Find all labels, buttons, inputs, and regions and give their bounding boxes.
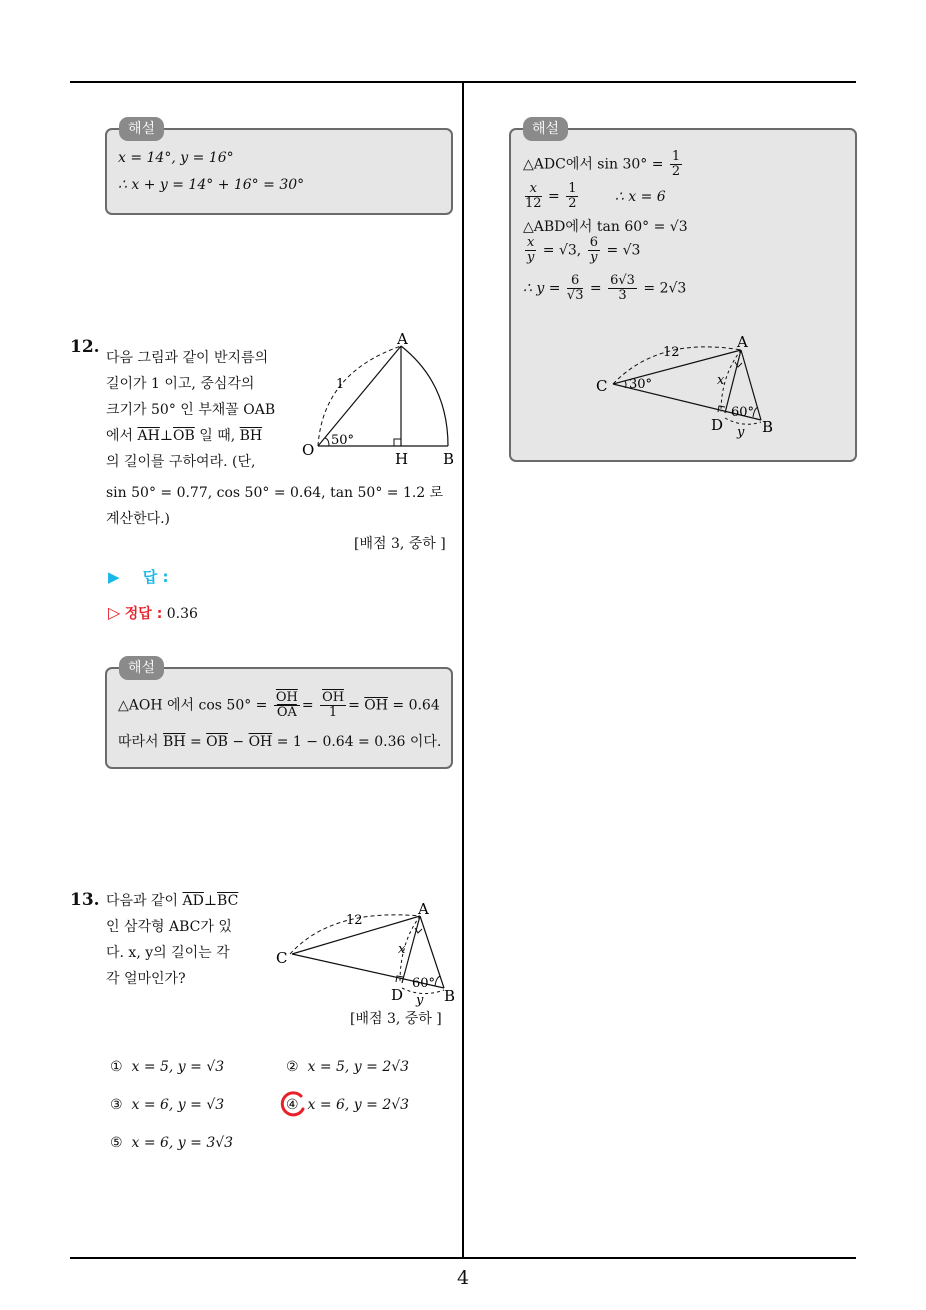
choice-2[interactable]: ② x = 5, y = 2√3 [286,1059,410,1075]
bottom-rule [70,1257,856,1259]
altitude-ad [725,350,741,413]
correct-label: 정답 : [124,606,163,622]
explanation-tag-11: 해설 [119,117,164,141]
perp-symbol: ⊥ [159,428,174,444]
label-A: A [397,330,408,348]
angle-arc-b [435,976,440,986]
q12-line1: 다음 그림과 같이 반지름의 [106,350,269,366]
explanation-box-12 [105,667,453,769]
q13-score: [배점 3, 중하 ] [350,1011,442,1027]
play-icon: ▶ [108,568,120,586]
selected-choice-circle [277,1090,307,1120]
q12-given-values: sin 50° = 0.77, cos 50° = 0.64, tan 50° = 1.2 로 [106,485,444,501]
right-angle-mark [394,439,401,446]
exp12-line2: 따라서 $\overline{BH} = \overline{OB} - \overline{OH} = 1 - 0.64 = 0.36$ 이다. [118,734,442,750]
sector-arc [401,346,448,446]
column-divider [462,82,464,1258]
exp11-line1: x = 14°, y = 16° [118,150,234,166]
label-C: C [596,377,608,395]
exp12-line1: △AOH 에서 cos 50° = $\frac{\overline{OH}}{OA}$ = $\frac{\overline{OH}}{1}$ = $\overline{OH} = 0.64$ [118,690,440,720]
q13-line2: 인 삼각형 ABC가 있 [106,919,232,935]
question-number-13: 13. [70,890,100,910]
label-O: O [302,441,315,459]
q12-line4-pre: 에서 [106,428,134,444]
angle-mark-a [735,362,742,367]
exp13-line1: △ADC에서 sin 30° = $\frac{1}{2}$ [523,149,681,179]
segment-bh: $\overline{BH}$ [239,428,263,444]
angle-arc-c [625,381,626,388]
label-H: H [395,450,409,468]
q13-line1: 다음과 같이 $\overline{AD}\perp\overline{BC}$ [106,893,239,909]
label-radius: 1 [336,377,345,392]
label-60: 60° [731,405,755,420]
label-x: x [398,942,406,957]
q12-line2: 길이가 1 이고, 중심각의 [106,376,255,392]
q13-line3: 다. x, y의 길이는 각 [106,945,230,961]
label-60: 60° [412,976,436,991]
choice-5[interactable]: ⑤ x = 6, y = 3√3 [110,1135,234,1151]
q12-given-values-2: 계산한다.) [106,511,171,527]
explanation-tag-13: 해설 [523,117,568,141]
angle-arc [325,438,329,446]
frac-oh-1: $\frac{\overline{OH}}{1}$ [322,690,345,720]
label-D: D [391,986,404,1004]
label-30: 30° [629,377,653,392]
explanation-box-13 [509,128,857,462]
q13-line4: 각 얼마인가? [106,971,186,987]
exp13-line3: △ABD에서 tan 60° = √3 [523,219,688,235]
label-A: A [737,333,748,351]
answer-row [108,566,169,587]
choice-1[interactable]: ① x = 5, y = √3 [110,1059,225,1075]
label-angle-50: 50° [331,433,355,448]
correct-value: 0.36 [166,606,198,622]
frac-oh-oa: $\frac{\overline{OH}}{OA}$ [275,690,298,720]
exp13-line4: $\frac{x}{y}$ = √3, $\frac{6}{y}$ = √3 [526,235,641,265]
q12-line3: 크기가 50° 인 부채꼴 OAB [106,402,276,418]
play-outline-icon: ▷ [108,603,121,622]
segment-ah: $\overline{AH}$ [137,428,160,444]
label-C: C [276,949,288,967]
label-B: B [444,987,456,1005]
exp11-line2: ∴ x + y = 14° + 16° = 30° [118,177,305,193]
q12-score: [배점 3, 중하 ] [354,536,446,552]
label-B: B [762,418,774,436]
question-number-12: 12. [70,337,100,357]
explanation-box-11 [105,128,453,215]
correct-answer-row [108,603,198,623]
triangle-figure-q13 [272,898,462,1008]
choice-3[interactable]: ③ x = 6, y = √3 [110,1097,225,1113]
q12-ildae: 일 때, [194,428,240,444]
label-y: y [416,993,424,1008]
segment-oa [318,346,401,446]
sector-figure [298,328,462,468]
page-number: 4 [457,1267,470,1289]
choice-4[interactable]: ④ x = 6, y = 2√3 [286,1097,410,1113]
segment-ob: $\overline{OB}$ [173,428,195,444]
label-A: A [418,900,429,918]
exp13-line5: ∴ y = $\frac{6}{√3}$ = $\frac{6√3}{3}$ = 2√3 [523,273,687,303]
label-D: D [711,416,724,434]
exp13-line2: $\frac{x}{12}$ = $\frac{1}{2}$ ∴ x = 6 [525,181,666,211]
segment-oh: $\overline{OH}$ [364,697,388,714]
question-12-text [106,345,275,475]
label-B: B [443,450,455,468]
triangle-figure-explanation [589,328,789,443]
label-12: 12 [346,913,363,928]
label-x: x [717,373,725,388]
q12-line5: 의 길이를 구하여라. (단, [106,454,256,470]
question-13-text [106,888,238,992]
label-y: y [737,425,745,440]
exp12-line1-pre: △AOH 에서 cos 50° = [118,697,268,714]
explanation-tag-12: 해설 [119,656,164,680]
label-12: 12 [663,345,680,360]
answer-label: 답 : [142,568,169,586]
exp12-line1-post: = 0.64 [392,697,440,714]
q12-line4 [106,423,275,449]
